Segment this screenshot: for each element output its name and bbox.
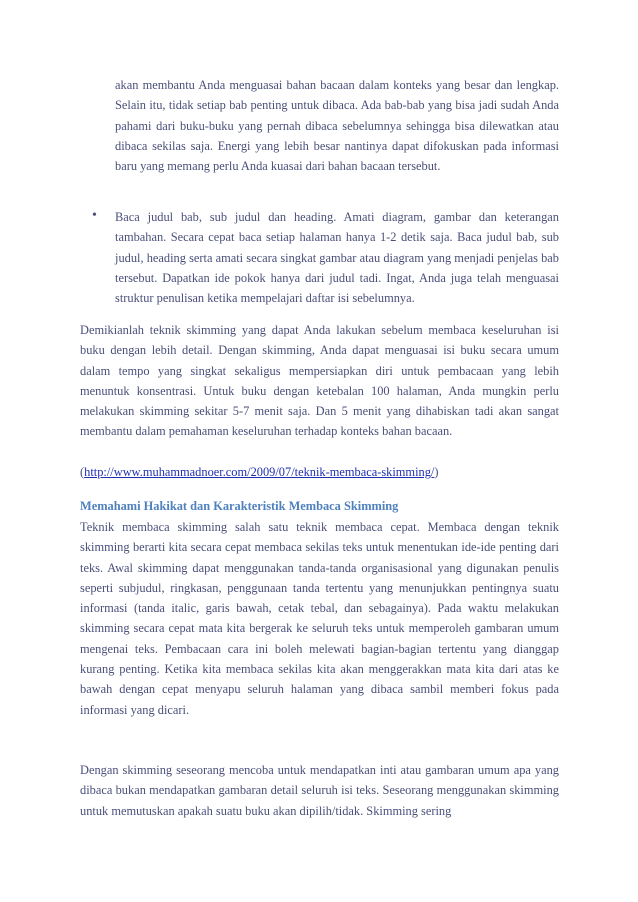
bullet-marker: •: [92, 208, 97, 223]
continuation-paragraph: akan membantu Anda menguasai bahan bacaan dalam konteks yang besar dan lengkap. Selain itu, tidak setiap bab penting untuk dibaca. Ada bab-bab yang bisa jadi sudah Anda pahami dari buku-buku yang pernah dibaca sebelumnya sehingga bisa dilewatkan atau dibaca sekilas saja. Energi yang lebih besar nantinya dapat difokuskan pada informasi baru yang memang perlu Anda kuasai dari bahan bacaan tersebut.: [115, 78, 559, 174]
summary-paragraph: Demikianlah teknik skimming yang dapat Anda lakukan sebelum membaca keseluruhan isi buku dengan lebih detail. Dengan skimming, Anda dapat menguasai isi buku secara umum dalam tempo yang singkat sekaligus mempersiapkan diri untuk pembacaan yang lebih menuntuk konsentrasi. Untuk buku dengan ketebalan 100 halaman, Anda mungkin perlu melakukan skimming sekitar 5-7 menit saja. Dan 5 menit yang dihabiskan tadi akan sangat membantu dalam pemahaman keseluruhan terhadap konteks bahan bacaan.: [80, 323, 559, 439]
section-heading: Memahami Hakikat dan Karakteristik Membaca Skimming: [80, 499, 399, 513]
source-close-paren: ): [434, 465, 439, 479]
source-link[interactable]: http://www.muhammadnoer.com/2009/07/teknik-membaca-skimming/: [84, 465, 435, 479]
source-citation: [80, 462, 559, 482]
source-open-paren: (: [80, 465, 85, 479]
section-paragraph-1: Teknik membaca skimming salah satu teknik membaca cepat. Membaca dengan teknik skimming berarti kita secara cepat membaca sekilas teks untuk menentukan ide-ide penting dari teks. Awal skimming dapat menggunakan tanda-tanda organisasional yang digunakan penulis seperti subjudul, ringkasan, penggunaan tanda tertentu yang menunjukkan pentingnya suatu informasi (tanda italic, garis bawah, cetak tebal, dan sebagainya). Pada waktu melakukan skimming secara cepat mata kita bergerak ke seluruh teks untuk memperoleh gambaran umum mengenai teks. Pembacaan cara ini boleh melewati bagian-bagian tertentu yang dianggap kurang penting. Ketika kita membaca sekilas kita akan menggerakkan mata kita dari atas ke bawah dengan cepat menyapu seluruh halaman yang dibaca sambil memberi fokus pada informasi yang dicari.: [80, 520, 559, 717]
section-paragraph-2: Dengan skimming seseorang mencoba untuk mendapatkan inti atau gambaran umum apa yang dibaca bukan mendapatkan gambaran detail seluruh isi teks. Seseorang menggunakan skimming untuk memutuskan apakah suatu buku akan dipilih/tidak. Skimming sering: [80, 763, 559, 818]
bullet-item-paragraph: Baca judul bab, sub judul dan heading. Amati diagram, gambar dan keterangan tambahan. Secara cepat baca setiap halaman hanya 1-2 detik saja. Baca judul bab, sub judul, heading serta amati secara singkat gambar atau diagram yang menjadi penjelas bab tersebut. Dapatkan ide pokok hanya dari judul tadi. Ingat, Anda juga telah menguasai struktur penulisan ketika mempelajari daftar isi sebelumnya.: [115, 210, 559, 306]
